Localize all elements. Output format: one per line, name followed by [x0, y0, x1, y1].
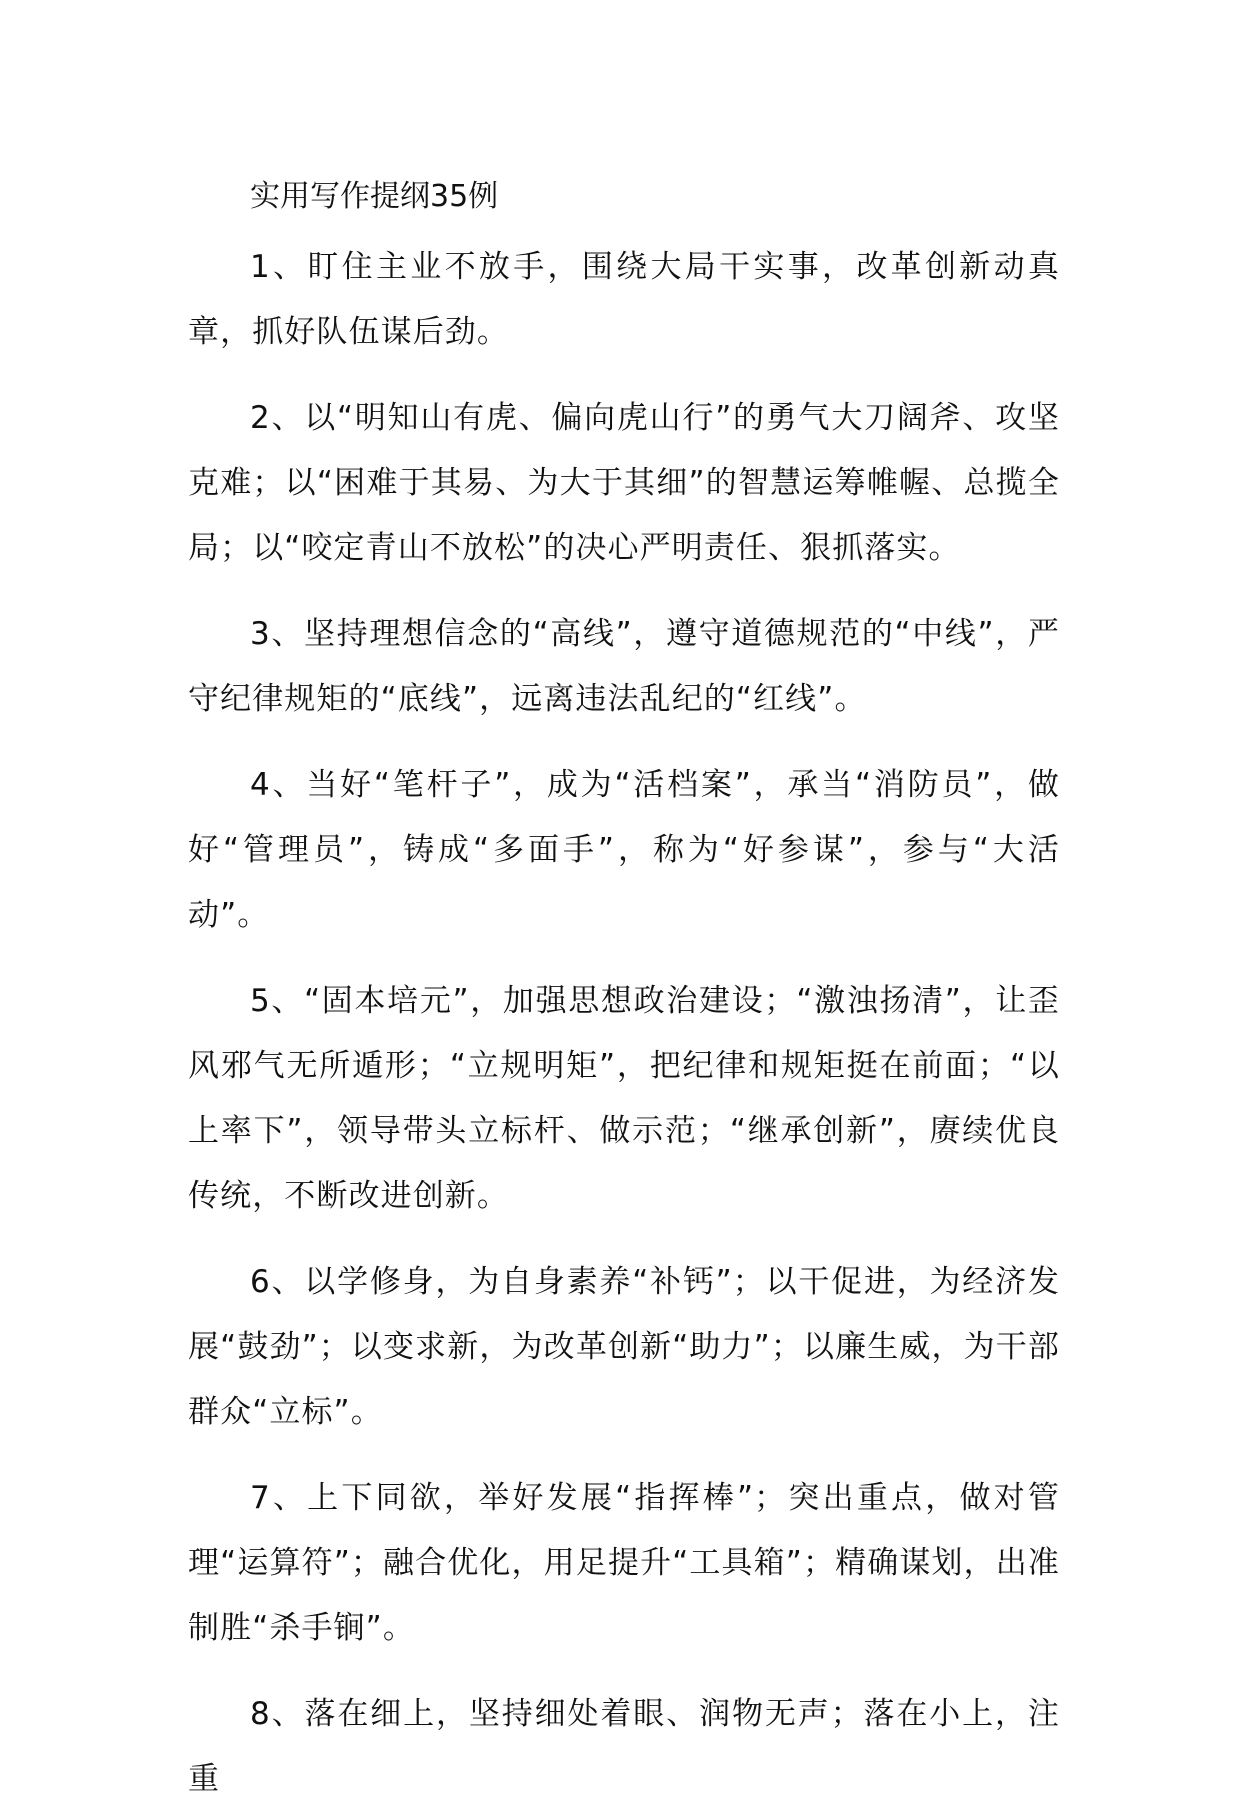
paragraph-6: 6、以学修身，为自身素养“补钙”；以干促进，为经济发展“鼓劲”；以变求新，为改革创新“助力”；以廉生威，为干部群众“立标”。 — [188, 1264, 1060, 1430]
paragraph-3: 3、坚持理想信念的“高线”，遵守道德规范的“中线”，严守纪律规矩的“底线”，远离违法乱纪的“红线”。 — [188, 616, 1060, 717]
paragraph-7: 7、上下同欲，举好发展“指挥棒”；突出重点，做对管理“运算符”；融合优化，用足提升“工具箱”；精确谋划，出准制胜“杀手锏”。 — [188, 1480, 1060, 1646]
document-body — [188, 175, 1060, 1812]
paragraph-5: 5、“固本培元”，加强思想政治建设；“激浊扬清”，让歪风邪气无所遁形；“立规明矩”，把纪律和规矩挺在前面；“以上率下”，领导带头立标杆、做示范；“继承创新”，赓续优良传统，不断改进创新。 — [188, 983, 1060, 1214]
paragraph-8: 8、落在细上，坚持细处着眼、润物无声；落在小上，注重 — [188, 1696, 1060, 1797]
paragraph-2: 2、以“明知山有虎、偏向虎山行”的勇气大刀阔斧、攻坚克难；以“困难于其易、为大于其细”的智慧运筹帷幄、总揽全局；以“咬定青山不放松”的决心严明责任、狠抓落实。 — [188, 400, 1060, 566]
paragraph-4: 4、当好“笔杆子”，成为“活档案”，承当“消防员”，做好“管理员”，铸成“多面手”，称为“好参谋”，参与“大活动”。 — [188, 767, 1060, 933]
document-title: 实用写作提纲35例 — [250, 179, 499, 214]
paragraph-1: 1、盯住主业不放手，围绕大局干实事，改革创新动真章，抓好队伍谋后劲。 — [188, 249, 1060, 350]
